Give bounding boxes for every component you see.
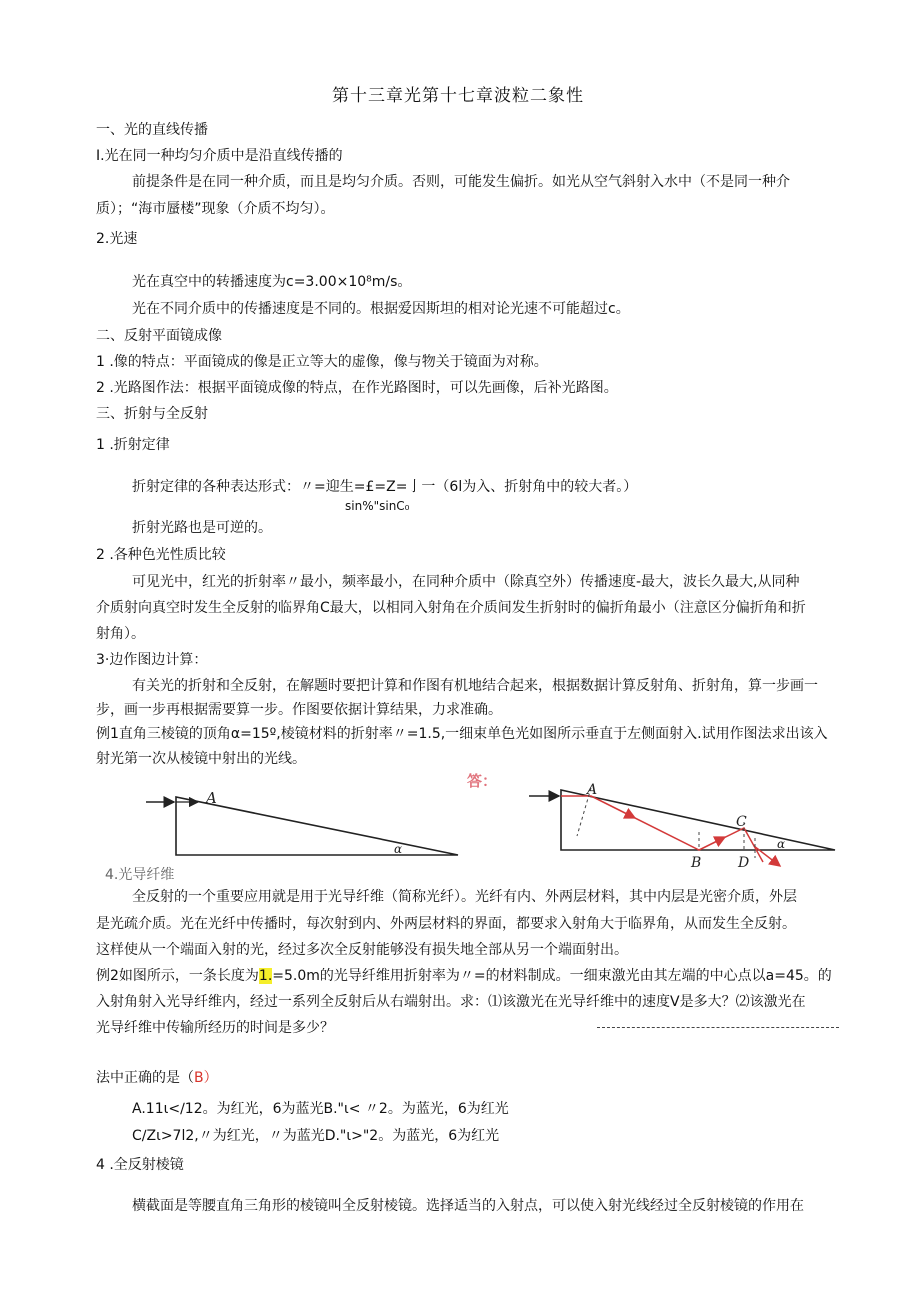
paragraph-line: 步，画一步再根据需要算一步。作图要依据计算结果，力求准确。: [96, 702, 502, 718]
dashed-divider: [597, 1027, 839, 1028]
point-label: A: [587, 782, 598, 798]
paragraph-line: 横截面是等腰直角三角形的棱镜叫全反射棱镜。选择适当的入射点，可以使入射光线经过全反射棱镜的作用在: [132, 1198, 804, 1214]
example-line: 例1直角三棱镜的顶角α=15º,棱镜材料的折射率〃=1.5,一细束单色光如图所示垂直于左侧面射入.试用作图法求出该入: [96, 726, 828, 742]
subsection-heading: 4.光导纤维: [105, 867, 175, 883]
example-line: [96, 966, 832, 986]
paragraph-line: 全反射的一个重要应用就是用于光导纤维（简称光纤）。光纤有内、外两层材料，其中内层是光密介质，外层: [132, 889, 797, 905]
example-line: 入射角射入光导纤维内，经过一系列全反射后从右端射出。求：⑴该激光在光导纤维中的速度V是多大？⑵该激光在: [96, 994, 806, 1010]
angle-label: α: [777, 837, 786, 851]
section-heading: 三、折射与全反射: [96, 406, 208, 422]
list-item: 2 .光路图作法：根据平面镜成像的特点，在作光路图时，可以先画像，后补光路图。: [96, 380, 618, 396]
prism-triangle: [176, 797, 458, 855]
question-stem: [96, 1068, 218, 1088]
paragraph-line: 是光疏介质。光在光纤中传播时，每次射到内、外两层材料的界面，都要求入射角大于临界角，从而发生全反射。: [96, 916, 796, 932]
angle-label: α: [394, 842, 403, 856]
subsection-heading: I.光在同一种均匀介质中是沿直线传播的: [96, 148, 343, 164]
page-title: 第十三章光第十七章波粒二象性: [332, 86, 584, 106]
paragraph-line: 前提条件是在同一种介质，而且是均匀介质。否则，可能发生偏折。如光从空气斜射入水中（不是同一种介: [132, 174, 790, 190]
list-item: 1 .折射定律: [96, 437, 170, 453]
example-text: 例2如图所示，一条长度为: [96, 968, 259, 984]
list-item: 4 .全反射棱镜: [96, 1157, 184, 1173]
option-line: C∕Zι>7l2,〃为红光，〃为蓝光D."ι>"2。为蓝光，6为红光: [132, 1128, 500, 1144]
paragraph-line: 光在不同介质中的传播速度是不同的。根据爱因斯坦的相对论光速不可能超过c。: [132, 301, 630, 317]
list-item: 2 .各种色光性质比较: [96, 547, 226, 563]
answer-label: 答：: [467, 772, 498, 790]
formula-line: 折射定律的各种表达形式：〃=迎生=£=Z=亅一（6l为入、折射角中的较大者。）: [132, 479, 638, 495]
paragraph-line: 射角）。: [96, 626, 145, 642]
prism-triangle: [561, 790, 835, 850]
vertex-label: A: [206, 789, 217, 807]
refracted-ray: [561, 796, 763, 862]
ray-arrow: [591, 796, 635, 818]
example-line: 射光第一次从棱镜中射出的光线。: [96, 751, 306, 767]
list-item: 3·边作图边计算：: [96, 652, 208, 668]
paragraph-line: 可见光中，红光的折射率〃最小，频率最小，在同种介质中（除真空外）传播速度-最大，波长久最大,从同种: [132, 574, 800, 590]
example-text: =5.0m的光导纤维用折射率为〃=的材料制成。一细束激光由其左端的中心点以a=45。的: [272, 968, 832, 984]
formula-denominator: sin%"sinC₀: [345, 499, 410, 513]
ray-arrow: [699, 837, 725, 850]
option-line: A.11ι<∕12。为红光，6为蓝光B."ι< 〃2。为蓝光，6为红光: [132, 1101, 509, 1117]
paragraph-line: 有关光的折射和全反射，在解题时要把计算和作图有机地结合起来，根据数据计算反射角、折射角，算一步画一: [132, 678, 818, 694]
answer-figure: [467, 766, 845, 876]
section-heading: 一、光的直线传播: [96, 122, 208, 138]
list-item: 1 .像的特点：平面镜成的像是正立等大的虚像，像与物关于镜面为对称。: [96, 354, 548, 370]
point-label: B: [691, 855, 702, 871]
question-text: ）: [203, 1070, 218, 1086]
subsection-heading: 2.光速: [96, 231, 138, 247]
paragraph-line: 这样使从一个端面入射的光，经过多次全反射能够没有损失地全部从另一个端面射出。: [96, 942, 628, 958]
point-label: D: [738, 855, 750, 871]
example-line: 光导纤维中传输所经历的时间是多少？: [96, 1020, 334, 1036]
answer-choice: B: [194, 1070, 204, 1086]
paragraph-line: 折射光路也是可逆的。: [132, 520, 272, 536]
point-label: C: [736, 814, 747, 830]
question-text: 法中正确的是（: [96, 1070, 194, 1086]
prism-figure: [140, 775, 470, 865]
paragraph-line: 光在真空中的转播速度为c=3.00×10⁸m∕s。: [132, 274, 412, 290]
highlighted-value: 1.: [258, 968, 273, 984]
section-heading: 二、反射平面镜成像: [96, 328, 222, 344]
paragraph-line: 介质射向真空时发生全反射的临界角C最大，以相同入射角在介质间发生折射时的偏折角最小（注意区分偏折角和折: [96, 600, 806, 616]
paragraph-line: 质）；“海市蜃楼”现象（介质不均匀）。: [96, 201, 335, 217]
